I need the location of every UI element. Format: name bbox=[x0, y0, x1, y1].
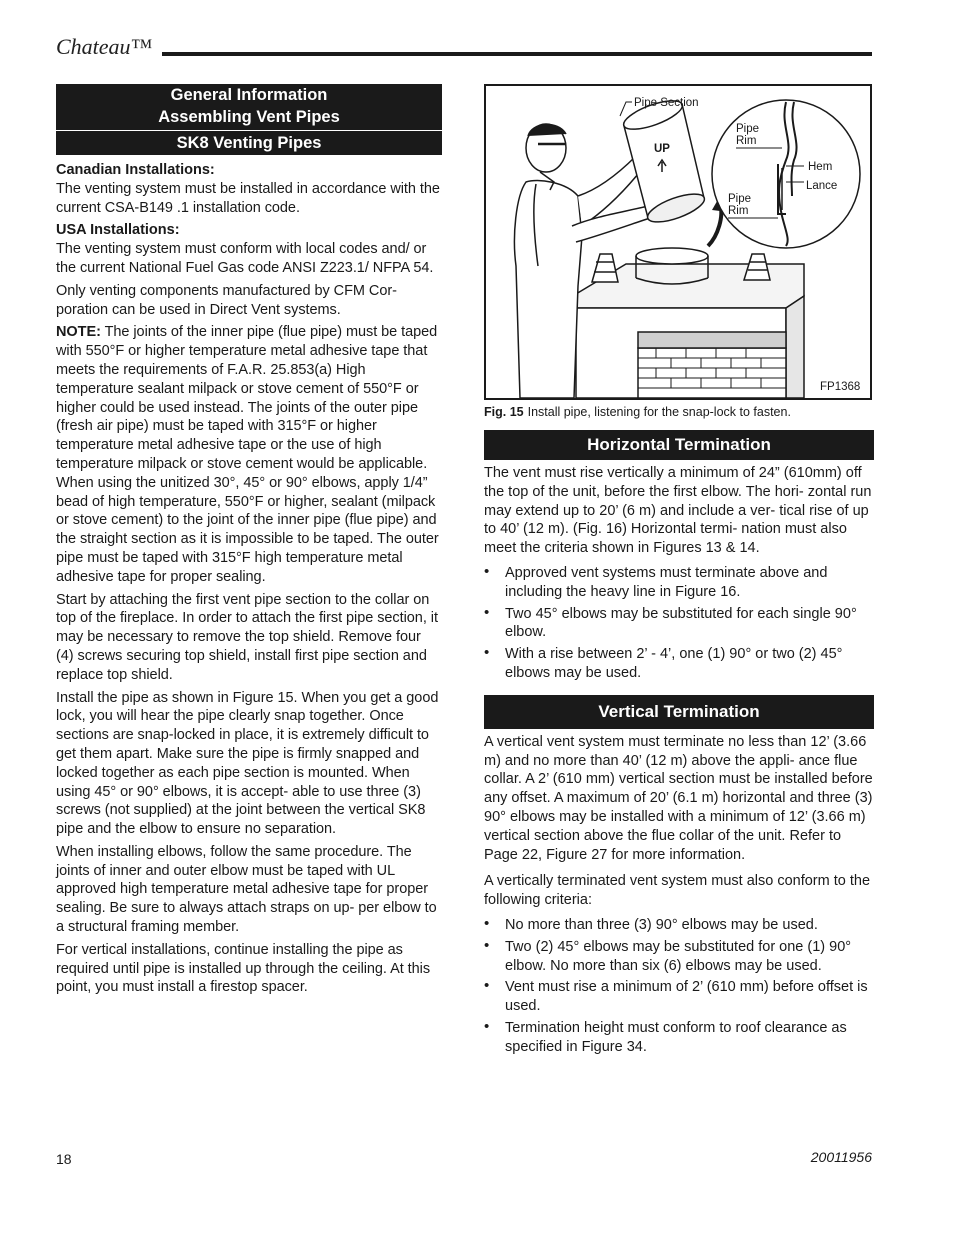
figure-code: FP1368 bbox=[820, 381, 861, 393]
banner-line-general-information: General Information bbox=[170, 86, 328, 104]
header-rule bbox=[162, 52, 872, 56]
hem-label: Hem bbox=[808, 161, 833, 173]
snap-lock-detail bbox=[712, 100, 860, 248]
banner-title-lines bbox=[56, 84, 442, 128]
pipe-section-label: Pipe Section bbox=[634, 97, 699, 109]
right-column bbox=[484, 84, 874, 1063]
figure-caption bbox=[484, 404, 874, 420]
banner-line-sk8-venting-pipes: SK8 Venting Pipes bbox=[56, 130, 442, 155]
horizontal-termination-heading: Horizontal Termination bbox=[484, 430, 874, 460]
banner-line-assembling-vent-pipes: Assembling Vent Pipes bbox=[158, 108, 340, 126]
pipe-rim-top-label-1: Pipe bbox=[736, 123, 760, 135]
vertical-termination-heading: Vertical Termination bbox=[484, 695, 874, 729]
vertical-install-text: For vertical installations, continue installing the pipe as required until pipe is installed up through the ceiling. At this point, you must install a firestop spacer. bbox=[56, 941, 431, 996]
install-text: Install the pipe as shown in Figure 15. When you get a good lock, you will hear the pipe clearly snap together. Once sections are snap-locked in place, it is extremely difficult to get them apart. Make sure the pipe is firmly snapped and locked together as each pipe section is mounted. When using 45° or 90° elbows, it is accept- able to use three (3) screws (not supplied) at the joint between the vertical SK8 pipe and the elbow to ensure no separation. bbox=[56, 689, 439, 838]
pipe-section bbox=[620, 95, 707, 228]
page-number: 18 bbox=[56, 1151, 72, 1167]
section-banner-general bbox=[56, 84, 442, 155]
pipe-rim-top-label-2: Rim bbox=[736, 135, 757, 147]
list-item: • Two (2) 45° elbows may be substituted for one (1) 90° elbow. No more than six (6) elbows may be used. bbox=[484, 938, 874, 976]
figure-caption-text: Install pipe, listening for the snap-lock to fasten. bbox=[527, 405, 791, 419]
note-paragraph bbox=[56, 323, 442, 586]
pipe-rim-bottom-label-1: Pipe bbox=[728, 193, 752, 205]
list-item: • No more than three (3) 90° elbows may be used. bbox=[484, 916, 874, 935]
horizontal-bullet-list bbox=[484, 564, 874, 683]
vertical-criteria-intro: A vertically terminated vent system must also conform to the following criteria: bbox=[484, 873, 871, 909]
pipe-section-leader bbox=[620, 102, 632, 116]
elbows-text: When installing elbows, follow the same procedure. The joints of inner and outer elbow must be taped with UL approved high temperature metal adhesive tape for proper sealing. Be sure to always attach straps on up- per elbow to a structural framing member. bbox=[56, 843, 437, 936]
usa-text: The venting system must conform with local codes and/ or the current National Fuel Gas code ANSI Z223.1/ NFPA 54. bbox=[56, 241, 434, 276]
note-label: NOTE: bbox=[56, 324, 101, 341]
canadian-heading: Canadian Installations: bbox=[56, 162, 215, 178]
usa-heading: USA Installations: bbox=[56, 222, 180, 239]
start-text: Start by attaching the first vent pipe section to the collar on top of the fireplace. In order to attach the first pipe section, it may be necessary to remove the top shield. Remove four (4) screws securing top shield, install first pipe section and replace top shield. bbox=[56, 591, 438, 683]
vertical-bullet-list bbox=[484, 916, 874, 1057]
horizontal-termination-text: The vent must rise vertically a minimum of 24” (610mm) off the top of the unit, before the first elbow. The hori- zontal run may extend up to 20’ (6 m) and include a ver- tical rise of up to 40’ (12 m). (Fig. 16) Horizontal termi- nation must also meet the criteria shown in Figures 13 & 14. bbox=[484, 465, 872, 557]
vertical-termination-text: A vertical vent system must terminate no less than 12’ (3.66 m) and no more than 40’ (12 m) above the appli- ance flue collar. A 2’ (610 mm) vertical section must be installed before any offset. A maximum of 20’ (6.1 m) horizontal and three (3) 90° elbows may be installed with a minimum of 12’ (3.66 m) vertical section above the flue collar of the unit. Refer to Page 22, Figure 27 for more information. bbox=[484, 733, 873, 863]
list-item: • Vent must rise a minimum of 2’ (610 mm) before offset is used. bbox=[484, 978, 874, 1016]
up-label: UP bbox=[654, 143, 670, 155]
left-column bbox=[56, 84, 442, 1001]
figure-15-illustration bbox=[484, 84, 872, 400]
list-item: • Two 45° elbows may be substituted for each single 90° elbow. bbox=[484, 605, 874, 643]
list-item: • Termination height must conform to roof clearance as specified in Figure 34. bbox=[484, 1019, 874, 1057]
canadian-text: The venting system must be installed in accordance with the current CSA-B149 .1 installation code. bbox=[56, 180, 440, 216]
document-title: Chateau™ bbox=[56, 34, 153, 59]
cfm-text: Only venting components manufactured by CFM Cor- poration can be used in Direct Vent systems. bbox=[56, 282, 397, 318]
pipe-installation-drawing bbox=[486, 86, 870, 398]
list-item: • With a rise between 2’ - 4’, one (1) 90° or two (2) 45° elbows may be used. bbox=[484, 645, 874, 683]
pipe-rim-bottom-label-2: Rim bbox=[728, 205, 749, 217]
list-item: • Approved vent systems must terminate above and including the heavy line in Figure 16. bbox=[484, 564, 874, 602]
note-text: The joints of the inner pipe (flue pipe) must be taped with 550°F or higher temperature metal adhesive tape that meets the requirements of F.A.R. 25.853(a) High temperature sealant milpack or stove cement of 550°F or higher could be used instead. The joints of the outer pipe (fresh air pipe) must be taped with 315°F or higher temperature metal adhesive tape or the use of high temperature milpack or stove cement would be applicable. When using the unitized 30°, 45° or 90° elbows, apply 1/4” bead of high temperature, 550°F or higher, sealant (milpack or stove cement) to the joint of the inner pipe (flue pipe) and the straight section as it is impossible to be taped. The outer pipe must be taped with 315°F high temperature metal adhesive tape for proper sealing. bbox=[56, 324, 439, 585]
figure-caption-label: Fig. 15 bbox=[484, 405, 524, 419]
lance-label: Lance bbox=[806, 180, 838, 192]
document-number: 20011956 bbox=[810, 1149, 872, 1165]
fireplace-illustration bbox=[576, 248, 804, 398]
